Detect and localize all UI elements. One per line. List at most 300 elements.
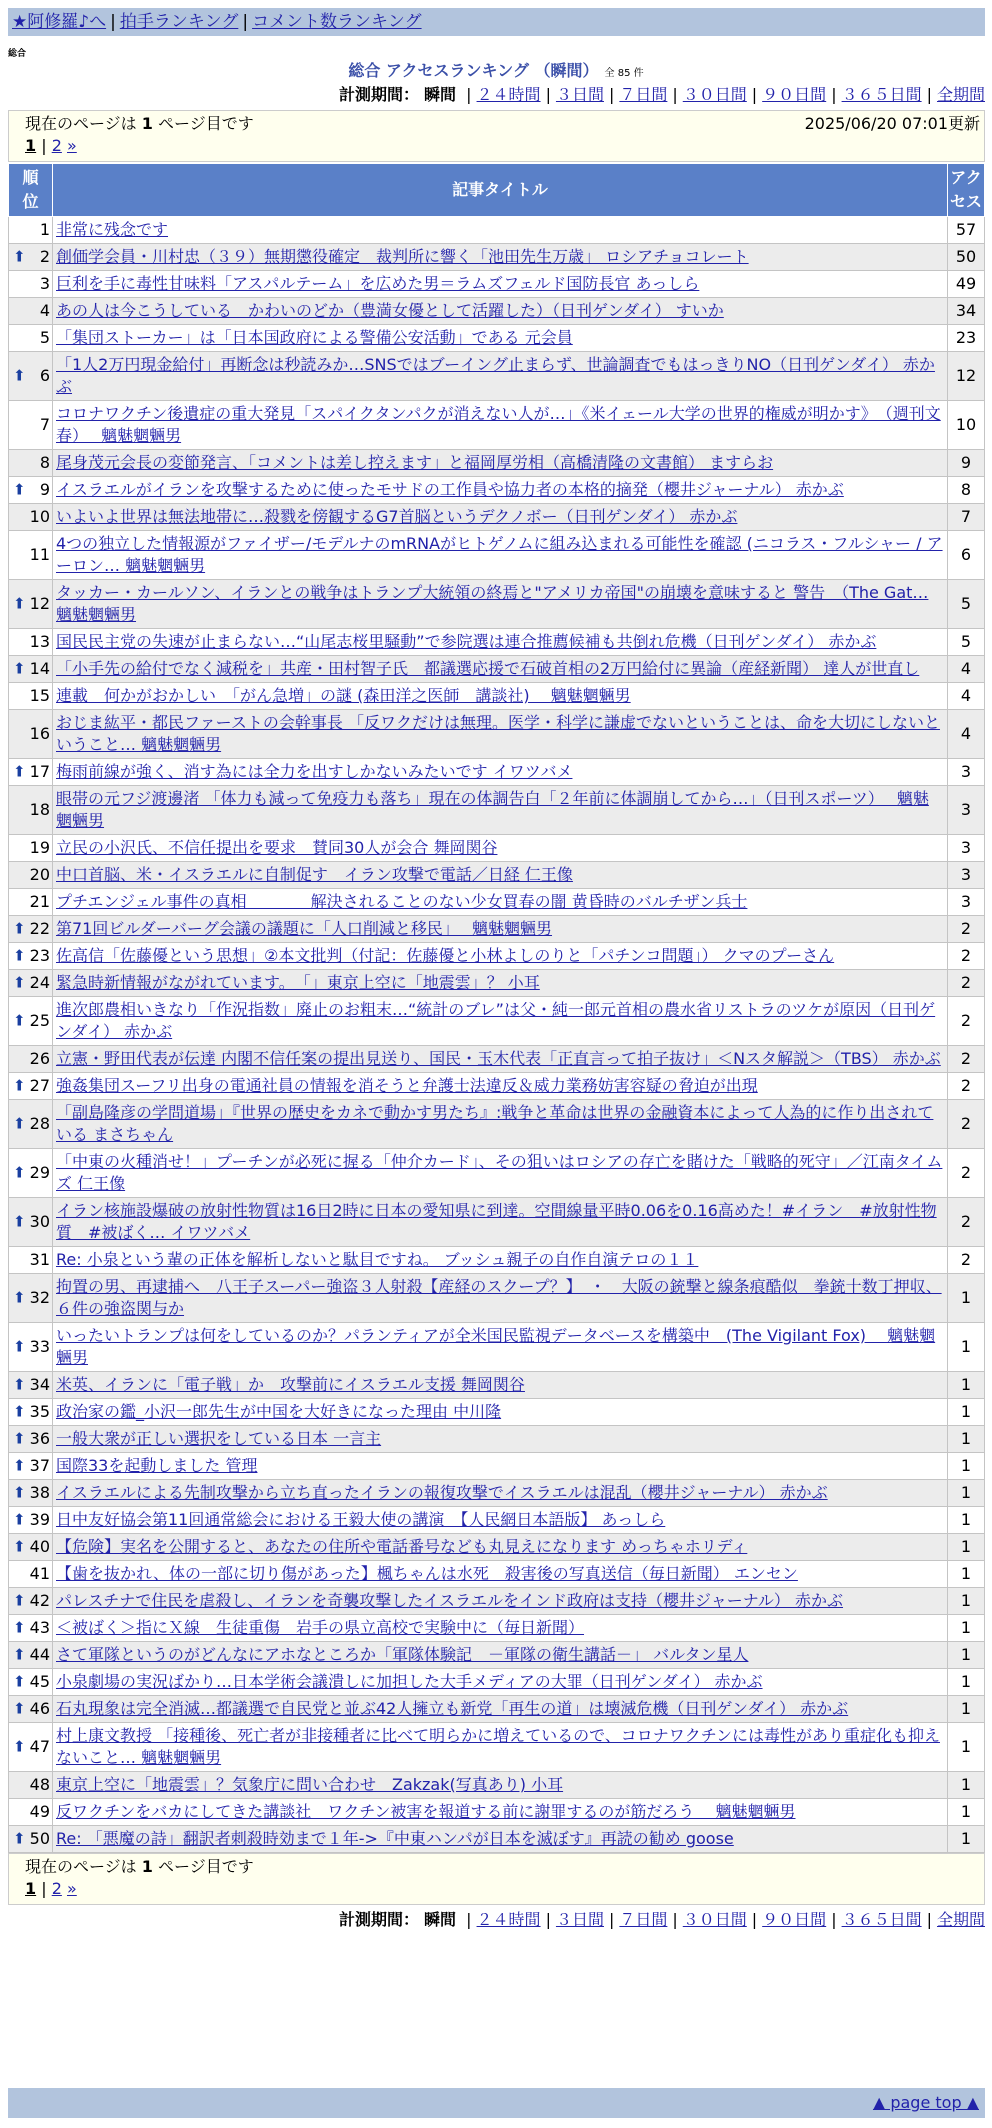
period-link[interactable]: ７日間: [619, 1910, 668, 1929]
title-cell: [53, 759, 948, 786]
rank-up-arrow-icon: ⬆: [13, 366, 26, 385]
rank-number: 43: [29, 1618, 50, 1637]
article-link[interactable]: イスラエルによる先制攻撃から立ち直ったイランの報復攻撃でイスラエルは混乱（櫻井ジャーナル） 赤かぶ: [56, 1483, 828, 1502]
access-count: 3: [948, 862, 985, 889]
article-link[interactable]: 拘置の男、再逮捕へ 八王子スーパー強盗３人射殺【産経のスクープ？】 ・ 大阪の銃撃と線条痕酷似 拳銃十数丁押収、６件の強盗関与か: [56, 1277, 942, 1318]
page-top-link[interactable]: ▲ page top ▲: [872, 2093, 979, 2112]
table-row: [9, 352, 985, 401]
article-link[interactable]: 反ワクチンをバカにしてきた講談社 ワクチン被害を報道する前に謝罪するのが筋だろう 魑魅魍魎男: [56, 1802, 796, 1821]
title-cell: [53, 1723, 948, 1772]
page-status-prefix: 現在のページは: [25, 1857, 137, 1876]
rank-up-arrow-icon: ⬆: [13, 1114, 26, 1133]
article-link[interactable]: 進次郎農相いきなり「作況指数」廃止のお粗末…“統計のブレ”は父・純一郎元首相の農水省リストラのツケが原因（日刊ゲンダイ） 赤かぶ: [56, 1000, 936, 1041]
title-cell: [53, 1274, 948, 1323]
rank-number: 33: [29, 1337, 50, 1356]
article-link[interactable]: プチエンジェル事件の真相 解決されることのない少女買春の闇 黄昏時のバルチザン兵士: [56, 892, 748, 911]
title-cell: [53, 629, 948, 656]
access-count: 3: [948, 786, 985, 835]
title-cell: [53, 1046, 948, 1073]
next-page-link[interactable]: »: [66, 1879, 77, 1898]
article-link[interactable]: 米英、イランに「電子戦」か 攻撃前にイスラエル支援 舞岡関谷: [56, 1375, 525, 1394]
rank-cell: [9, 1723, 53, 1772]
rank-number: 26: [29, 1049, 50, 1068]
title-cell: [53, 217, 948, 244]
access-count: 9: [948, 450, 985, 477]
title-cell: [53, 656, 948, 683]
rank-number: 29: [29, 1163, 50, 1182]
rank-cell: [9, 862, 53, 889]
period-separator: |: [926, 85, 932, 104]
rank-cell: [9, 1274, 53, 1323]
rank-up-arrow-icon: ⬆: [13, 762, 26, 781]
article-link[interactable]: 石丸現象は完全消滅…都議選で自民党と並ぶ42人擁立も新党「再生の道」は壊滅危機（日刊ゲンダイ） 赤かぶ: [56, 1699, 849, 1718]
access-count: 10: [948, 401, 985, 450]
article-link[interactable]: パレスチナで住民を虐殺し、イランを奇襲攻撃したイスラエルをインド政府は支持（櫻井ジャーナル） 赤かぶ: [56, 1591, 844, 1610]
period-separator: |: [545, 85, 551, 104]
rank-up-arrow-icon: ⬆: [13, 480, 26, 499]
rank-cell: [9, 325, 53, 352]
period-label: 計測期間：: [338, 85, 419, 104]
table-row: [9, 531, 985, 580]
table-row: [9, 580, 985, 629]
rank-up-arrow-icon: ⬆: [13, 1737, 26, 1756]
article-link[interactable]: 巨利を手に毒性甘味料「アスパルテーム」を広めた男＝ラムズフェルド国防長官 あっしら: [56, 274, 700, 293]
article-link[interactable]: 緊急時新情報がながれています。 「」東京上空に「地震雲」？ 小耳: [56, 973, 540, 992]
article-link[interactable]: 政治家の鑑_小沢一郎先生が中国を大好きになった理由 中川隆: [56, 1402, 502, 1421]
rank-up-arrow-icon: ⬆: [13, 1699, 26, 1718]
access-count: 8: [948, 477, 985, 504]
access-count: 5: [948, 580, 985, 629]
rank-up-arrow-icon: ⬆: [13, 1011, 26, 1030]
table-row: [9, 1073, 985, 1100]
table-row: [9, 1399, 985, 1426]
nav-separator: |: [110, 12, 116, 32]
rank-cell: [9, 1149, 53, 1198]
rank-cell: [9, 217, 53, 244]
rank-header: [9, 164, 53, 217]
rank-number: 22: [29, 919, 50, 938]
title-cell: [53, 1198, 948, 1247]
article-link[interactable]: イラン核施設爆破の放射性物質は16日2時に日本の愛知県に到達。空間線量平時0.06を0.16高めた！#イラン #放射性物質 #被ばく… イワツバメ: [56, 1201, 937, 1242]
rank-cell: [9, 1247, 53, 1274]
period-separator: |: [831, 85, 837, 104]
rank-number: 45: [29, 1672, 50, 1691]
comment-ranking-link[interactable]: コメント数ランキング: [252, 12, 422, 32]
title-cell: [53, 352, 948, 401]
title-cell: [53, 862, 948, 889]
title-cell: [53, 683, 948, 710]
page-status-number: 1: [141, 1857, 153, 1876]
page-separator: |: [36, 1879, 52, 1898]
title-cell: [53, 1534, 948, 1561]
rank-up-arrow-icon: ⬆: [13, 1429, 26, 1448]
article-link[interactable]: 創価学会員・川村忠（３９）無期懲役確定 裁判所に響く「池田先生万歳」 ロシアチョコレート: [56, 247, 749, 266]
article-link[interactable]: 小泉劇場の実況ばかり…日本学術会議潰しに加担した大手メディアの大罪（日刊ゲンダイ） 赤かぶ: [56, 1672, 763, 1691]
page-link[interactable]: 1: [25, 1879, 37, 1898]
article-link[interactable]: 非常に残念です: [56, 220, 169, 239]
article-link[interactable]: 強姦集団スーフリ出身の電通社員の情報を消そうと弁護士法違反＆威力業務妨害容疑の脅迫が出現: [56, 1076, 758, 1095]
title-cell: [53, 1772, 948, 1799]
applause-ranking-link[interactable]: 拍手ランキング: [119, 12, 239, 32]
rank-cell: [9, 504, 53, 531]
table-row: [9, 656, 985, 683]
table-row: [9, 271, 985, 298]
rank-cell: [9, 244, 53, 271]
article-link[interactable]: いよいよ世界は無法地帯に…殺戮を傍観するG7首脳というデクノボー（日刊ゲンダイ） 赤かぶ: [56, 507, 738, 526]
rank-up-arrow-icon: ⬆: [13, 1510, 26, 1529]
rank-number: 18: [29, 800, 50, 819]
access-count: 3: [948, 889, 985, 916]
table-row: [9, 759, 985, 786]
page-link[interactable]: 2: [51, 1879, 62, 1898]
period-link[interactable]: ３６５日間: [841, 1910, 922, 1929]
article-link[interactable]: 梅雨前線が強く、消す為には全力を出すしかないみたいです イワツバメ: [56, 762, 573, 781]
rank-number: 14: [29, 659, 50, 678]
rank-up-arrow-icon: ⬆: [13, 1163, 26, 1182]
period-separator: |: [751, 1910, 758, 1929]
rank-up-arrow-icon: ⬆: [13, 1337, 26, 1356]
period-link[interactable]: ２４時間: [476, 1910, 541, 1929]
rank-number: 31: [29, 1250, 50, 1269]
rank-cell: [9, 1507, 53, 1534]
rank-cell: [9, 835, 53, 862]
table-row: [9, 1723, 985, 1772]
period-link[interactable]: ３６５日間: [841, 85, 922, 104]
article-link[interactable]: 「集団ストーカー」は「日本国政府による警備公安活動」である 元会員: [56, 328, 573, 347]
nav-separator: |: [242, 12, 249, 32]
period-separator: |: [672, 1910, 678, 1929]
rank-cell: [9, 1073, 53, 1100]
article-link[interactable]: 国民民主党の失速が止まらない…“山尾志桜里騒動”で参院選は連合推薦候補も共倒れ危機（日刊ゲンダイ） 赤かぶ: [56, 632, 877, 651]
rank-cell: [9, 970, 53, 997]
article-link[interactable]: Re: 小泉という輩の正体を解析しないと駄目ですね。 ブッシュ親子の自作自演テロの１１: [56, 1250, 699, 1269]
rank-cell: [9, 1426, 53, 1453]
rank-cell: [9, 401, 53, 450]
rank-number: 28: [29, 1114, 50, 1133]
period-link[interactable]: ３日間: [555, 1910, 604, 1929]
rank-cell: [9, 1772, 53, 1799]
article-link[interactable]: おじま紘平・都民ファーストの会幹事長 「反ワクだけは無理。医学・科学に謙虚でないということは、命を大切にしないということ… 魑魅魍魎男: [56, 713, 940, 754]
access-count: 2: [948, 1149, 985, 1198]
title-cell: [53, 401, 948, 450]
next-page-link[interactable]: »: [66, 136, 77, 155]
title-cell: [53, 1323, 948, 1372]
title-header: 記事タイトル: [53, 164, 948, 217]
rank-number: 40: [29, 1537, 50, 1556]
rank-number: 21: [29, 892, 50, 911]
access-count: 2: [948, 970, 985, 997]
rank-number: 7: [39, 415, 50, 434]
title-cell: [53, 710, 948, 759]
access-count: 1: [948, 1723, 985, 1772]
rank-cell: [9, 1198, 53, 1247]
rank-number: 23: [29, 946, 50, 965]
access-count: 2: [948, 997, 985, 1046]
rank-up-arrow-icon: ⬆: [13, 1456, 26, 1475]
article-link[interactable]: 立憲・野田代表が伝達 内閣不信任案の提出見送り、国民・玉木代表「正直言って拍子抜け」＜Nスタ解説＞（TBS） 赤かぶ: [56, 1049, 941, 1068]
page-status-number: 1: [141, 114, 153, 133]
ranking-table: [8, 163, 985, 1853]
article-link[interactable]: 眼帯の元フジ渡邊渚 「体力も減って免疫力も落ち」現在の体調告白「２年前に体調崩してから…」（日刊スポーツ） 魑魅魍魎男: [56, 789, 929, 830]
rank-number: 2: [39, 247, 50, 266]
table-row: [9, 1372, 985, 1399]
rank-up-arrow-icon: ⬆: [13, 1672, 26, 1691]
title-cell: [53, 244, 948, 271]
rank-cell: [9, 683, 53, 710]
access-count: 1: [948, 1274, 985, 1323]
rank-number: 5: [39, 328, 50, 347]
article-link[interactable]: 国際33を起動しました 管理: [56, 1456, 258, 1475]
period-separator: |: [672, 85, 678, 104]
rank-cell: [9, 1561, 53, 1588]
rank-cell: [9, 1696, 53, 1723]
access-count: 2: [948, 1247, 985, 1274]
table-row: [9, 889, 985, 916]
rank-cell: [9, 1669, 53, 1696]
rank-cell: [9, 1534, 53, 1561]
rank-cell: [9, 1100, 53, 1149]
title-cell: [53, 450, 948, 477]
rank-number: 20: [29, 865, 50, 884]
article-link[interactable]: 「副島隆彦の学問道場」『世界の歴史をカネで動かす男たち』:戦争と革命は世界の金融資本によって人為的に作り出されている まさちゃん: [56, 1103, 934, 1144]
access-count: 3: [948, 759, 985, 786]
rank-up-arrow-icon: ⬆: [13, 1288, 26, 1307]
page-info-bottom: [8, 1853, 985, 1905]
access-count: 1: [948, 1323, 985, 1372]
title-cell: [53, 1480, 948, 1507]
access-count: 1: [948, 1826, 985, 1853]
rank-cell: [9, 943, 53, 970]
article-link[interactable]: イスラエルがイランを攻撃するために使ったモサドの工作員や協力者の本格的摘発（櫻井ジャーナル） 赤かぶ: [56, 480, 844, 499]
article-link[interactable]: 尾身茂元会長の変節発言、「コメントは差し控えます」と福岡厚労相（高橋清隆の文書館） ますらお: [56, 453, 774, 472]
article-link[interactable]: 中口首脳、米・イスラエルに自制促す イラン攻撃で電話／日経 仁王像: [56, 865, 573, 884]
rank-up-arrow-icon: ⬆: [13, 247, 26, 266]
table-row: [9, 401, 985, 450]
title-cell: [53, 1100, 948, 1149]
title-cell: [53, 1588, 948, 1615]
article-link[interactable]: 連載 何かがおかしい 「がん急増」の謎 (森田洋之医師 講談社) 魑魅魍魎男: [56, 686, 631, 705]
table-row: [9, 1046, 985, 1073]
rank-cell: [9, 531, 53, 580]
article-link[interactable]: Re: 「悪魔の詩」翻訳者刺殺時効まで１年->『中東ハンパが日本を滅ぼす』再読の勧め goose: [56, 1829, 734, 1848]
rank-cell: [9, 1826, 53, 1853]
rank-cell: [9, 997, 53, 1046]
title-cell: [53, 889, 948, 916]
table-row: [9, 1323, 985, 1372]
rank-number: 46: [29, 1699, 50, 1718]
rank-number: 3: [39, 274, 50, 293]
access-count: 1: [948, 1642, 985, 1669]
table-row: [9, 1453, 985, 1480]
rank-number: 11: [29, 545, 50, 564]
article-link[interactable]: 「中東の火種消せ！」プーチンが必死に握る「仲介カード」、その狙いはロシアの存亡を賭けた「戦略的死守」／江南タイムズ 仁王像: [56, 1152, 943, 1193]
title-cell: [53, 580, 948, 629]
page-status: [25, 1856, 968, 1878]
period-link[interactable]: ９０日間: [762, 1910, 827, 1929]
title-cell: [53, 1073, 948, 1100]
rank-cell: [9, 786, 53, 835]
table-row: [9, 1274, 985, 1323]
table-row: [9, 298, 985, 325]
period-separator: |: [751, 85, 758, 104]
table-row: [9, 1247, 985, 1274]
article-link[interactable]: 村上康文教授 「接種後、死亡者が非接種者に比べて明らかに増えているので、コロナワクチンには毒性があり重症化も抑えないこと… 魑魅魍魎男: [56, 1726, 940, 1767]
home-link[interactable]: ★阿修羅♪へ: [12, 12, 107, 32]
article-link[interactable]: あの人は今こうしている かわいのどか（豊満女優として活躍した）（日刊ゲンダイ） すいか: [56, 301, 724, 320]
period-link[interactable]: ９０日間: [762, 85, 827, 104]
table-row: [9, 786, 985, 835]
pagination: [25, 1878, 968, 1900]
access-count: 1: [948, 1480, 985, 1507]
period-link[interactable]: 全期間: [936, 85, 985, 104]
article-link[interactable]: コロナワクチン後遺症の重大発見「スパイクタンパクが消えない人が…」《米イェール大学の世界的権威が明かす》 （週刊文春） 魑魅魍魎男: [56, 404, 941, 445]
table-row: [9, 970, 985, 997]
period-link[interactable]: ３０日間: [682, 1910, 747, 1929]
table-row: [9, 1772, 985, 1799]
rank-cell: [9, 1615, 53, 1642]
rank-up-arrow-icon: ⬆: [13, 946, 26, 965]
period-link[interactable]: ３日間: [555, 85, 604, 104]
article-link[interactable]: タッカー・カールソン、イランとの戦争はトランプ大統領の終焉と"アメリカ帝国"の崩壊を意味すると 警告 （The Gat… 魑魅魍魎男: [56, 583, 929, 624]
rank-number: 25: [29, 1011, 50, 1030]
ranking-title: 総合 アクセスランキング （瞬間）: [348, 61, 599, 80]
article-link[interactable]: 佐高信「佐藤優という思想」②本文批判（付記：佐藤優と小林よしのりと「パチンコ問題」） クマのプーさん: [56, 946, 835, 965]
period-links: [461, 1910, 985, 1929]
rank-number: 24: [29, 973, 50, 992]
article-link[interactable]: 「小手先の給付でなく減税を」共産・田村智子氏 都議選応援で石破首相の2万円給付に異論（産経新聞） 達人が世直し: [56, 659, 920, 678]
table-row: [9, 683, 985, 710]
page-status-suffix: ページ目です: [158, 114, 254, 133]
article-link[interactable]: 「1人2万円現金給付」再断念は秒読みか…SNSではブーイング止まらず、世論調査でもはっきりNO（日刊ゲンダイ） 赤かぶ: [56, 355, 935, 396]
rank-cell: [9, 477, 53, 504]
title-cell: [53, 1453, 948, 1480]
rank-up-arrow-icon: ⬆: [13, 973, 26, 992]
article-link[interactable]: さて軍隊というのがどんなにアホなところか「軍隊体験記 －軍隊の衛生講話－」 バルタン星人: [56, 1645, 749, 1664]
article-link[interactable]: 【危険】実名を公開すると、あなたの住所や電話番号なども丸見えになります めっちゃホリディ: [56, 1537, 748, 1556]
access-count: 1: [948, 1772, 985, 1799]
rank-header-label: 順位: [22, 168, 39, 211]
title-cell: [53, 1426, 948, 1453]
access-count: 12: [948, 352, 985, 401]
table-row: [9, 1149, 985, 1198]
title-cell: [53, 786, 948, 835]
title-cell: [53, 1696, 948, 1723]
rank-number: 30: [29, 1212, 50, 1231]
article-link[interactable]: 4つの独立した情報源がファイザー/モデルナのmRNAがヒトゲノムに組み込まれる可能性を確認 (ニコラス・フルシャー / アーロン… 魑魅魍魎男: [56, 534, 943, 575]
period-selector-bottom: [339, 1909, 985, 1931]
rank-up-arrow-icon: ⬆: [13, 1375, 26, 1394]
table-row: [9, 1480, 985, 1507]
table-row: [9, 997, 985, 1046]
title-cell: [53, 1507, 948, 1534]
access-count: 2: [948, 1046, 985, 1073]
title-cell: [53, 1615, 948, 1642]
rank-cell: [9, 1399, 53, 1426]
table-row: [9, 916, 985, 943]
rank-number: 42: [29, 1591, 50, 1610]
access-count: 1: [948, 1372, 985, 1399]
table-row: [9, 1198, 985, 1247]
table-row: [9, 477, 985, 504]
rank-cell: [9, 271, 53, 298]
rank-up-arrow-icon: ⬆: [13, 1618, 26, 1637]
period-separator: |: [926, 1910, 932, 1929]
table-row: [9, 1426, 985, 1453]
table-row: [9, 1799, 985, 1826]
title-cell: [53, 997, 948, 1046]
table-row: [9, 862, 985, 889]
access-count: 1: [948, 1588, 985, 1615]
page-status-prefix: 現在のページは: [25, 114, 137, 133]
bottom-bar: [8, 2088, 985, 2118]
rank-number: 17: [29, 762, 50, 781]
rank-up-arrow-icon: ⬆: [13, 1483, 26, 1502]
updated-timestamp: 2025/06/20 07:01更新: [804, 114, 980, 133]
access-count: 5: [948, 629, 985, 656]
period-selector-top: [339, 84, 985, 106]
title-cell: [53, 1149, 948, 1198]
article-link[interactable]: 立民の小沢氏、不信任提出を要求 賛同30人が会合 舞岡関谷: [56, 838, 498, 857]
title-cell: [53, 504, 948, 531]
rank-number: 38: [29, 1483, 50, 1502]
period-label: 計測期間：: [338, 1910, 419, 1929]
period-link[interactable]: ３０日間: [682, 85, 747, 104]
article-link[interactable]: 一般大衆が正しい選択をしている日本 一言主: [56, 1429, 382, 1448]
table-row: [9, 629, 985, 656]
page-link[interactable]: 2: [51, 136, 62, 155]
period-link[interactable]: ７日間: [619, 85, 668, 104]
category-label: 総合: [8, 49, 27, 59]
title-cell: [53, 531, 948, 580]
access-count: 6: [948, 531, 985, 580]
access-count: 1: [948, 1669, 985, 1696]
ranking-table-body: [9, 217, 985, 1853]
rank-number: 48: [29, 1775, 50, 1794]
period-separator: |: [608, 85, 615, 104]
rank-cell: [9, 1642, 53, 1669]
rank-cell: [9, 352, 53, 401]
article-link[interactable]: 【歯を抜かれ、体の一部に切り傷があった】楓ちゃんは水死 殺害後の写真送信（毎日新聞） エンセン: [56, 1564, 798, 1583]
article-link[interactable]: 東京上空に「地震雲」？気象庁に問い合わせ Zakzak(写真あり) 小耳: [56, 1775, 564, 1794]
rank-up-arrow-icon: ⬆: [13, 1645, 26, 1664]
article-link[interactable]: 日中友好協会第11回通常総会における王毅大使の講演 【人民網日本語版】 あっしら: [56, 1510, 666, 1529]
period-separator: |: [831, 1910, 837, 1929]
table-row: [9, 244, 985, 271]
title-cell: [53, 970, 948, 997]
article-link[interactable]: ＜被ばく＞指にＸ線 生徒重傷 岩手の県立高校で実験中に（毎日新聞）: [56, 1618, 585, 1637]
title-cell: [53, 1399, 948, 1426]
rank-cell: [9, 710, 53, 759]
period-link[interactable]: 全期間: [936, 1910, 985, 1929]
article-link[interactable]: いったいトランプは何をしているのか？パランティアが全米国民監視データベースを構築中 (The Vigilant Fox) 魑魅魍魎男: [56, 1326, 936, 1367]
period-link[interactable]: ２４時間: [476, 85, 541, 104]
page-link[interactable]: 1: [25, 136, 37, 155]
rank-cell: [9, 298, 53, 325]
rank-up-arrow-icon: ⬆: [13, 1829, 26, 1848]
title-cell: [53, 943, 948, 970]
rank-cell: [9, 1372, 53, 1399]
rank-up-arrow-icon: ⬆: [13, 594, 26, 613]
rank-number: 9: [39, 480, 50, 499]
table-row: [9, 1696, 985, 1723]
rank-number: 27: [29, 1076, 50, 1095]
rank-cell: [9, 916, 53, 943]
rank-number: 37: [29, 1456, 50, 1475]
rank-number: 10: [29, 507, 50, 526]
page-separator: |: [36, 136, 52, 155]
period-separator: |: [545, 1910, 551, 1929]
article-link[interactable]: 第71回ビルダーバーグ会議の議題に「人口削減と移民」 魑魅魍魎男: [56, 919, 553, 938]
